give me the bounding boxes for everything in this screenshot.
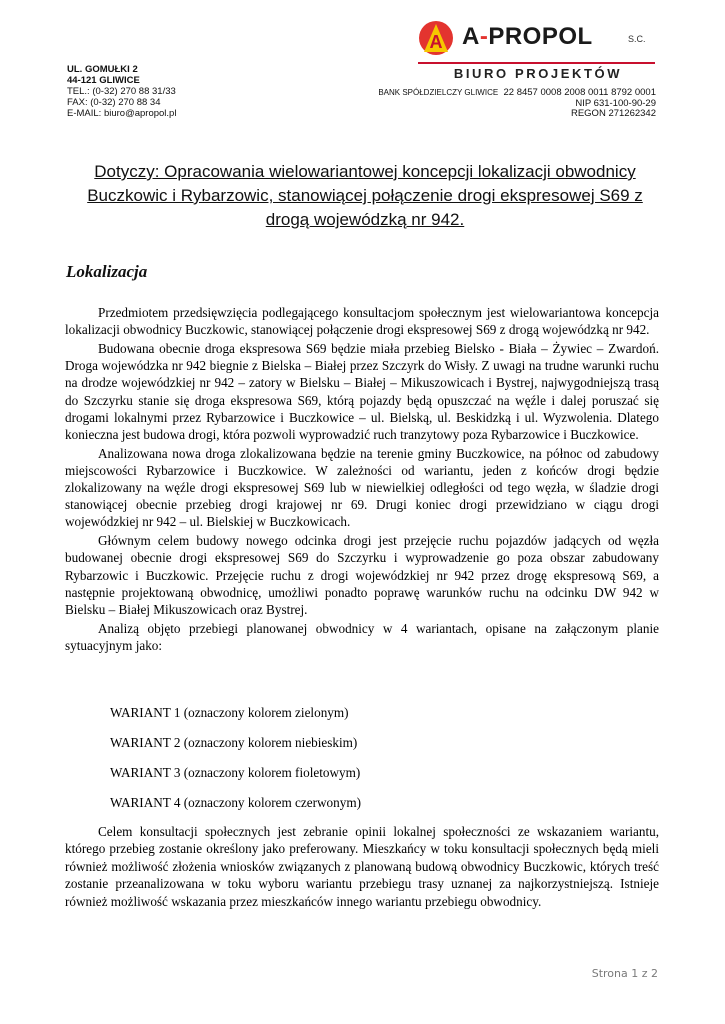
address-tel: TEL.: (0-32) 270 88 31/33 xyxy=(67,86,176,97)
title-line-3: drogą wojewódzką nr 942. xyxy=(265,210,465,229)
nip-number: NIP 631-100-90-29 xyxy=(575,97,656,109)
paragraph-5: Analizą objęto przebiegi planowanej obwodnicy w 4 wariantach, opisane na załączonym planie sytuacyjnym jako: xyxy=(65,620,659,653)
paragraph-4: Głównym celem budowy nowego odcinka drogi jest przejęcie ruchu pojazdów jadących od węzła budowanej obecnie drogi ekspresowej S69 do Szczyrku i wyprowadzenie go poza obszar zabudowany Rybarzowic i Buczkowic. Przejęcie ruchu z drogi wojewódzkiej nr 942 przez drogę ekspresową S69, a następnie projektowaną obwodnicę, umożliwi ponadto poprawę warunków ruchu na odcinku DW 942 w Bielsku – Białej Mikuszowicach oraz Bystrej. xyxy=(65,533,659,617)
address-fax: FAX: (0-32) 270 88 34 xyxy=(67,97,161,108)
paragraph-3: Analizowana nowa droga zlokalizowana będzie na terenie gminy Buczkowice, na północ od zabudowy miejscowości Rybarzowice i Buczkowice. W zależności od wariantu, jeden z końców drogi będzie zlokalizowany na węźle drogi ekspresowej S69 lub w niewielkiej odległości od tego węzła, w śladzie drogi stanowiącej obecnie przebieg drogi krajowej nr 69. Drugi koniec drogi przewidziano w ciągu drogi wojewódzkiej nr 942 – ul. Bielskiej w Buczkowicach. xyxy=(65,445,659,530)
address-street: UL. GOMUŁKI 2 xyxy=(67,64,138,75)
bank-account: 22 8457 0008 2008 0011 8792 0001 xyxy=(503,87,656,98)
office-title: BIURO PROJEKTÓW xyxy=(453,66,623,81)
variant-3: WARIANT 3 (oznaczony kolorem fioletowym) xyxy=(110,765,361,780)
variant-2: WARIANT 2 (oznaczony kolorem niebieskim) xyxy=(110,735,358,750)
paragraph-1: Przedmiotem przedsięwzięcia podlegającego konsultacjom społecznym jest wielowariantowa koncepcja lokalizacji obwodnicy Buczkowic, stanowiącej połączenie drogi ekspresowej S69 z drogą wojewódzką nr 942. xyxy=(65,305,659,338)
paragraph-2: Budowana obecnie droga ekspresowa S69 będzie miała przebieg Bielsko - Biała – Żywiec – Zwardoń. Droga wojewódzka nr 942 biegnie z Bielska – Białej przez Szczyrk do Wisły. Z uwagi na trudne warunki ruchu na drodze wojewódzkiej nr 942 – zatory w Bielsku – Białej – Mikuszowicach i Bystrej, najwygodniejszą trasą do Szczyrku stanie się droga ekspresowa S69, którą pojazdy będą opuszczać na węźle i dalej poruszać się drogami lokalnymi przez Rybarzowice i Buczkowice – ul. Bielską, ul. Beskidzką i ul. Wyzwolenia. Dlatego konieczna jest budowa drogi, która pozwoli wyprowadzić ruch tranzytowy poza Rybarzowice i Buczkowice. xyxy=(65,340,659,442)
company-name xyxy=(462,23,593,51)
body-text xyxy=(65,304,659,656)
a-propol-logo-icon xyxy=(418,20,454,56)
company-logo xyxy=(418,18,658,60)
variant-4: WARIANT 4 (oznaczony kolorem czerwonym) xyxy=(110,795,361,810)
title-line-2: Buczkowic i Rybarzowic, stanowiącej połączenie drogi ekspresowej S69 z xyxy=(87,186,643,205)
logo-letter: A xyxy=(429,32,443,52)
address-email: E-MAIL: biuro@apropol.pl xyxy=(67,108,177,119)
company-name-a: A xyxy=(462,23,480,50)
bank-label: BANK SPÓŁDZIELCZY GLIWICE xyxy=(378,88,499,97)
header-divider xyxy=(418,62,655,64)
section-heading: Lokalizacja xyxy=(66,262,148,281)
document-title xyxy=(70,160,660,232)
variant-1: WARIANT 1 (oznaczony kolorem zielonym) xyxy=(110,705,349,720)
title-line-1: Dotyczy: Opracowania wielowariantowej koncepcji lokalizacji obwodnicy xyxy=(94,162,636,181)
company-name-rest: PROPOL xyxy=(488,23,593,50)
regon-number: REGON 271262342 xyxy=(570,108,656,119)
address-city: 44-121 GLIWICE xyxy=(67,75,140,86)
closing-paragraph: Celem konsultacji społecznych jest zebranie opinii lokalnej społeczności ze wskazaniem wariantu, którego przebieg zostanie określony jako preferowany. Mieszkańcy w toku konsultacji społecznych będą mieli również możliwość złożenia wniosków związanych z planowaną budową obwodnicy Buczkowic, których treść zostanie przeanalizowana w toku wyboru wariantu przebiegu trasy uznanej za najkorzystniejszą. Istnieje również możliwość wskazania przez mieszkańców innego wariantu przebiegu obwodnicy. xyxy=(65,824,659,909)
page-number: Strona 1 z 2 xyxy=(591,967,658,980)
company-address xyxy=(67,64,176,119)
closing-text xyxy=(65,823,659,910)
company-suffix: S.C. xyxy=(628,34,646,44)
bank-info xyxy=(360,88,656,120)
company-name-dash: - xyxy=(479,23,489,50)
